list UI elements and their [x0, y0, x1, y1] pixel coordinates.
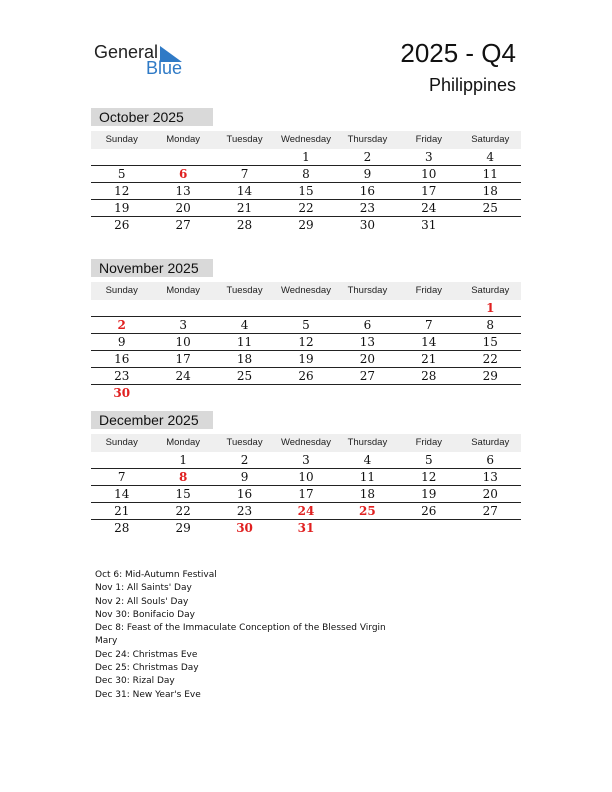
day-cell: 21: [236, 201, 253, 215]
holiday-note: Mary: [95, 636, 118, 647]
weekday-label: Tuesday: [226, 285, 263, 296]
weekday-label: Tuesday: [226, 134, 263, 145]
weekday-label: Thursday: [347, 437, 388, 448]
day-cell: [91, 149, 152, 165]
day-cell: [275, 300, 336, 316]
holiday-day-cell: 1: [486, 301, 495, 315]
day-cell: 10: [175, 335, 191, 349]
day-cell: 11: [236, 335, 253, 349]
holiday-day-cell: 31: [297, 521, 315, 535]
day-cell: 12: [298, 335, 314, 349]
day-cell: 23: [359, 201, 376, 215]
weekday-label: Monday: [166, 437, 201, 448]
holiday-note: Nov 1: All Saints' Day: [95, 583, 192, 594]
day-cell: 3: [179, 318, 187, 332]
day-cell: 27: [482, 504, 498, 518]
day-cell: 3: [425, 150, 433, 164]
day-cell: 26: [114, 218, 130, 232]
day-cell: 16: [114, 352, 130, 366]
weekday-label: Thursday: [347, 134, 388, 145]
day-cell: 21: [114, 504, 130, 518]
day-cell: 12: [421, 470, 437, 484]
day-cell: [91, 452, 152, 468]
day-cell: 14: [114, 487, 130, 501]
day-cell: 27: [175, 218, 191, 232]
day-cell: 7: [117, 470, 126, 484]
day-cell: 28: [236, 218, 253, 232]
day-cell: 5: [117, 167, 126, 181]
day-cell: 27: [359, 369, 376, 383]
week-row: [91, 317, 521, 334]
day-cell: [337, 300, 398, 316]
day-cell: 26: [421, 504, 437, 518]
weekday-label: Friday: [415, 437, 443, 448]
weekday-header-row: [91, 131, 521, 149]
day-cell: 8: [302, 167, 310, 181]
day-cell: 16: [236, 487, 253, 501]
holiday-day-cell: 2: [117, 318, 126, 332]
weekday-label: Saturday: [471, 134, 510, 145]
weekday-label: Thursday: [347, 285, 388, 296]
week-row: [91, 334, 521, 351]
day-cell: 4: [486, 150, 495, 164]
logo-text-blue: Blue: [146, 58, 183, 78]
week-row: [91, 351, 521, 368]
holiday-note: Nov 2: All Souls' Day: [95, 596, 189, 607]
holiday-day-cell: 6: [178, 167, 188, 181]
day-cell: 31: [421, 218, 437, 232]
holiday-note: Dec 31: New Year's Eve: [95, 689, 201, 700]
weekday-label: Sunday: [105, 437, 138, 448]
month-december: [91, 411, 521, 536]
day-cell: 17: [421, 184, 437, 198]
day-cell: [398, 385, 459, 401]
day-cell: 9: [117, 335, 126, 349]
day-cell: 23: [114, 369, 130, 383]
weekday-label: Sunday: [105, 134, 138, 145]
day-cell: [337, 385, 398, 401]
day-cell: 10: [298, 470, 314, 484]
day-cell: [152, 385, 213, 401]
day-cell: 28: [114, 521, 130, 535]
day-cell: 24: [421, 201, 437, 215]
holiday-day-cell: 30: [113, 386, 131, 400]
day-cell: 20: [175, 201, 191, 215]
day-cell: [214, 149, 275, 165]
day-cell: 13: [175, 184, 191, 198]
day-cell: 13: [359, 335, 376, 349]
day-cell: [275, 385, 336, 401]
day-cell: [214, 385, 275, 401]
week-row: [91, 385, 521, 401]
week-row: [91, 520, 521, 536]
day-cell: 1: [302, 150, 310, 164]
week-row: [91, 183, 521, 200]
day-cell: 6: [486, 453, 495, 467]
day-cell: 22: [298, 201, 314, 215]
day-cell: 4: [240, 318, 249, 332]
holiday-day-cell: 30: [236, 521, 253, 535]
logo-text-general: General: [94, 42, 159, 62]
week-row: [91, 200, 521, 217]
week-row: [91, 149, 521, 166]
day-cell: 22: [175, 504, 191, 518]
weekday-label: Sunday: [105, 285, 138, 296]
day-cell: 25: [482, 201, 498, 215]
day-cell: 25: [236, 369, 253, 383]
day-cell: 24: [175, 369, 191, 383]
week-row: [91, 469, 521, 486]
day-cell: [398, 520, 459, 536]
day-cell: 11: [359, 470, 376, 484]
weekday-header-row: [91, 282, 521, 300]
day-cell: 9: [363, 167, 372, 181]
day-cell: 21: [421, 352, 437, 366]
day-cell: 26: [298, 369, 314, 383]
day-cell: 1: [179, 453, 187, 467]
day-cell: 2: [240, 453, 249, 467]
day-cell: 14: [421, 335, 437, 349]
weekday-label: Friday: [415, 134, 443, 145]
day-cell: 30: [359, 218, 376, 232]
country-name: Philippines: [428, 75, 516, 95]
week-row: [91, 300, 521, 317]
day-cell: [460, 520, 521, 536]
day-cell: 29: [482, 369, 498, 383]
day-cell: 18: [236, 352, 253, 366]
day-cell: 11: [482, 167, 498, 181]
day-cell: 4: [363, 453, 372, 467]
week-row: [91, 452, 521, 469]
weekday-label: Wednesday: [280, 285, 331, 296]
week-row: [91, 368, 521, 385]
holiday-day-cell: 25: [359, 504, 376, 518]
day-cell: 12: [114, 184, 130, 198]
day-cell: 18: [482, 184, 498, 198]
day-cell: [152, 149, 213, 165]
weekday-label: Wednesday: [280, 134, 331, 145]
weekday-label: Wednesday: [280, 437, 331, 448]
day-cell: 29: [298, 218, 314, 232]
day-cell: 13: [482, 470, 498, 484]
weekday-label: Friday: [415, 285, 443, 296]
holiday-notes: [95, 569, 386, 702]
weekday-label: Monday: [166, 285, 201, 296]
weekday-label: Monday: [166, 134, 201, 145]
day-cell: 7: [240, 167, 249, 181]
weekday-header-row: [91, 434, 521, 452]
day-cell: [214, 300, 275, 316]
day-cell: 19: [114, 201, 130, 215]
day-cell: 3: [302, 453, 310, 467]
month-november: [91, 259, 521, 401]
day-cell: 14: [236, 184, 253, 198]
holiday-note: Nov 30: Bonifacio Day: [95, 609, 195, 620]
day-cell: 10: [421, 167, 437, 181]
day-cell: 19: [298, 352, 314, 366]
day-cell: 22: [482, 352, 498, 366]
day-cell: 18: [359, 487, 376, 501]
day-cell: 17: [298, 487, 314, 501]
holiday-note: Oct 6: Mid-Autumn Festival: [95, 570, 217, 580]
day-cell: 29: [175, 521, 191, 535]
week-row: [91, 166, 521, 183]
day-cell: 9: [240, 470, 249, 484]
day-cell: 5: [302, 318, 310, 332]
day-cell: [152, 300, 213, 316]
holiday-note: Dec 30: Rizal Day: [95, 676, 175, 687]
day-cell: 15: [298, 184, 314, 198]
day-cell: [398, 300, 459, 316]
holiday-day-cell: 24: [297, 504, 315, 518]
day-cell: 8: [486, 318, 495, 332]
weekday-label: Saturday: [471, 285, 510, 296]
week-row: [91, 217, 521, 233]
day-cell: 17: [175, 352, 191, 366]
day-cell: 20: [482, 487, 498, 501]
day-cell: 6: [363, 318, 372, 332]
day-cell: 16: [359, 184, 376, 198]
day-cell: 15: [482, 335, 498, 349]
day-cell: [460, 217, 521, 233]
month-october: [91, 108, 521, 233]
holiday-day-cell: 8: [178, 470, 188, 484]
holiday-note: Dec 25: Christmas Day: [95, 663, 199, 674]
week-row: [91, 503, 521, 520]
day-cell: 15: [175, 487, 191, 501]
day-cell: 28: [421, 369, 437, 383]
month-header: December 2025: [91, 411, 213, 429]
week-row: [91, 486, 521, 503]
day-cell: 20: [359, 352, 376, 366]
month-header: October 2025: [91, 108, 213, 126]
day-cell: [337, 520, 398, 536]
page-title: 2025 - Q4: [400, 38, 516, 68]
day-cell: [460, 385, 521, 401]
day-cell: 19: [421, 487, 437, 501]
holiday-note: Dec 24: Christmas Eve: [95, 649, 198, 660]
month-header: November 2025: [91, 259, 213, 277]
day-cell: 7: [425, 318, 433, 332]
weekday-label: Saturday: [471, 437, 510, 448]
weekday-label: Tuesday: [226, 437, 263, 448]
day-cell: 23: [236, 504, 253, 518]
day-cell: [91, 300, 152, 316]
day-cell: 5: [425, 453, 433, 467]
day-cell: 2: [363, 150, 372, 164]
holiday-note: Dec 8: Feast of the Immaculate Conception of the Blessed Virgin: [95, 623, 386, 634]
